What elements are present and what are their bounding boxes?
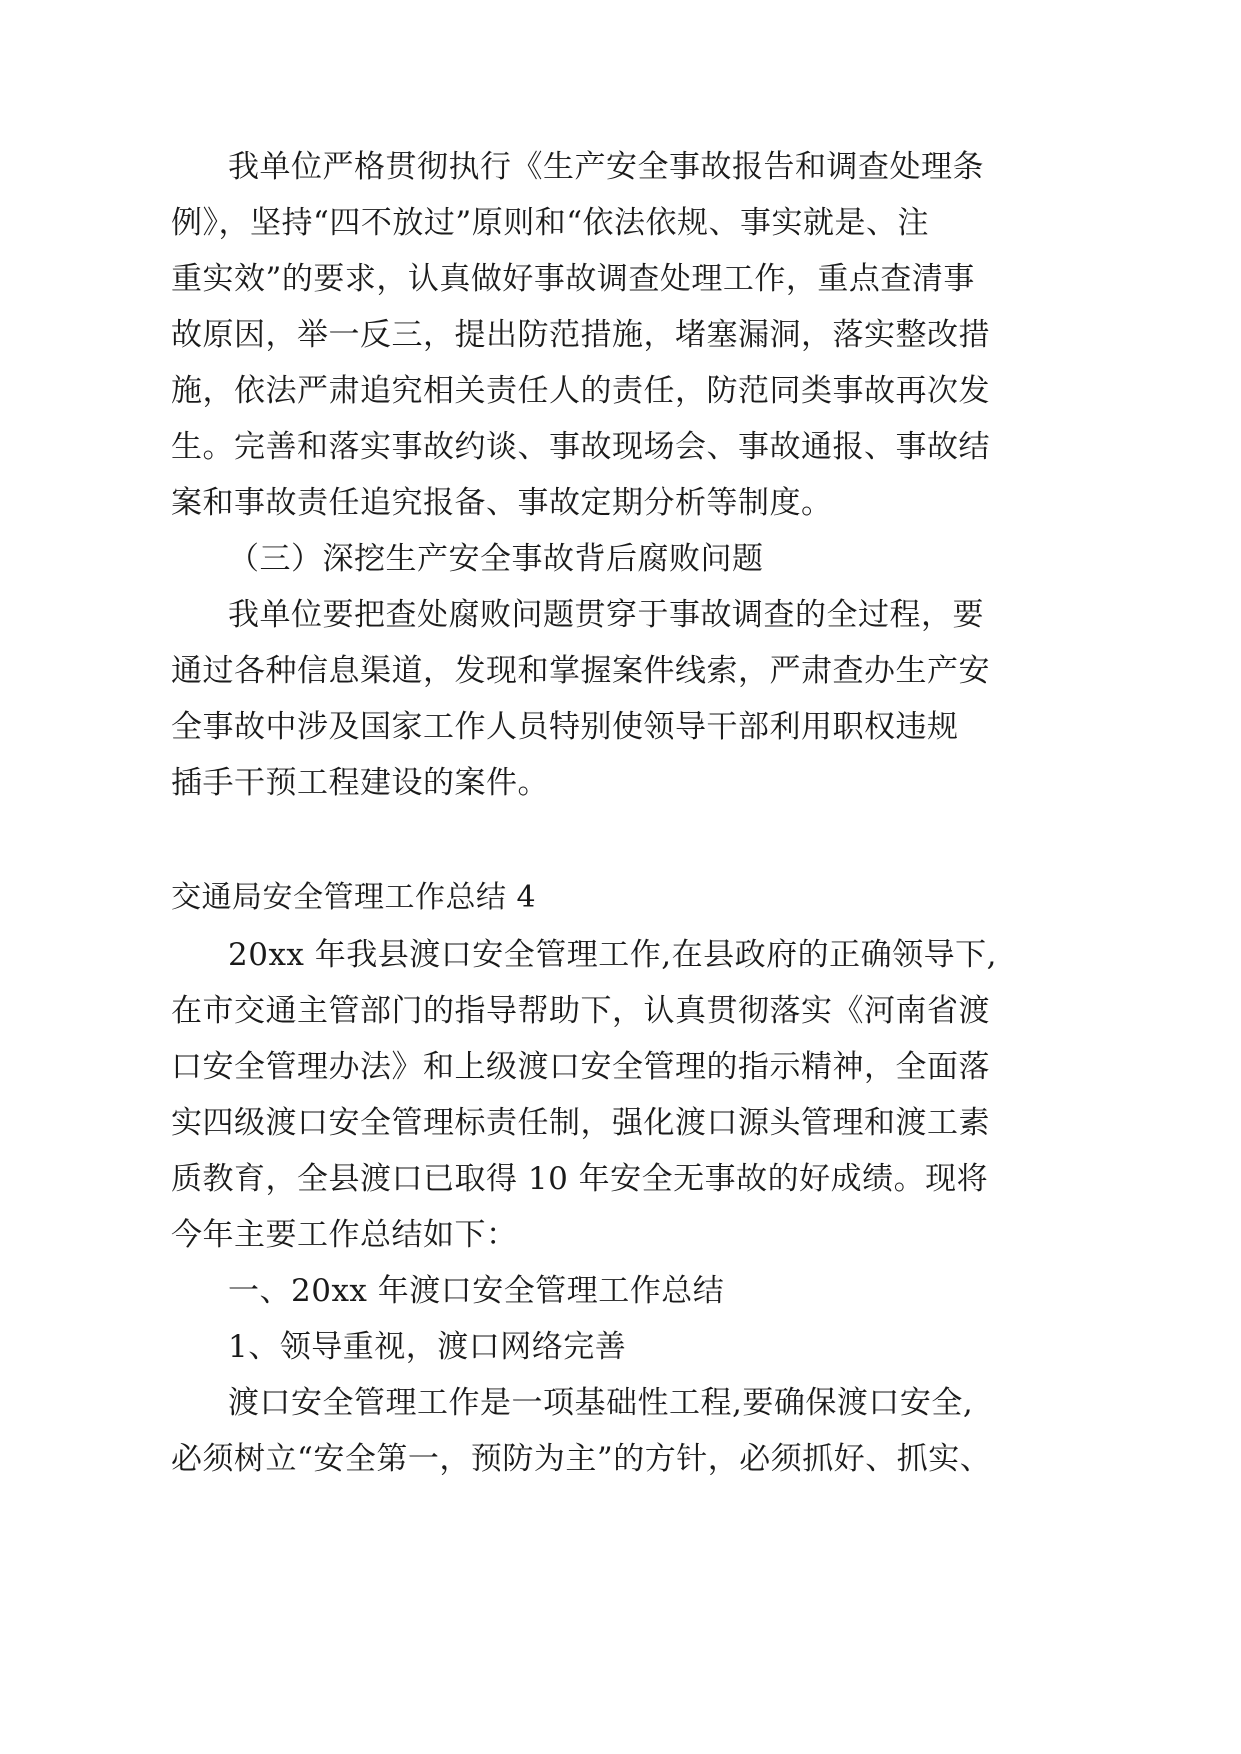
paragraph-1-line: 生。完善和落实事故约谈、事故现场会、事故通报、事故结 [171, 429, 990, 465]
heading-1: 一、20xx 年渡口安全管理工作总结 [228, 1273, 725, 1309]
paragraph-1-line: 例》，坚持“四不放过”原则和“依法依规、事实就是、注 [171, 205, 930, 241]
paragraph-2-line: 全事故中涉及国家工作人员特别使领导干部利用职权违规 [171, 709, 959, 745]
paragraph-3-line: 实四级渡口安全管理标责任制，强化渡口源头管理和渡工素 [171, 1105, 990, 1141]
paragraph-2-line: 通过各种信息渠道，发现和掌握案件线索，严肃查办生产安 [171, 653, 990, 689]
paragraph-1-line: 我单位严格贯彻执行《生产安全事故报告和调查处理条 [228, 149, 984, 185]
paragraph-3-line: 口安全管理办法》和上级渡口安全管理的指示精神，全面落 [171, 1049, 990, 1085]
paragraph-2-line: 我单位要把查处腐败问题贯穿于事故调查的全过程，要 [228, 597, 984, 633]
paragraph-3-line: 20xx 年我县渡口安全管理工作,在县政府的正确领导下, [228, 937, 997, 973]
paragraph-4-line: 渡口安全管理工作是一项基础性工程,要确保渡口安全, [228, 1385, 974, 1421]
paragraph-1-line: 施，依法严肃追究相关责任人的责任，防范同类事故再次发 [171, 373, 990, 409]
paragraph-3-line: 今年主要工作总结如下： [171, 1217, 518, 1253]
paragraph-1-line: 故原因，举一反三，提出防范措施，堵塞漏洞，落实整改措 [171, 317, 990, 353]
paragraph-3-line: 在市交通主管部门的指导帮助下，认真贯彻落实《河南省渡 [171, 993, 990, 1029]
section-title: 交通局安全管理工作总结 4 [171, 880, 537, 915]
paragraph-2-line: 插手干预工程建设的案件。 [171, 765, 549, 801]
subheading-3: （三）深挖生产安全事故背后腐败问题 [228, 541, 764, 577]
paragraph-4-line: 必须树立“安全第一，预防为主”的方针，必须抓好、抓实、 [171, 1441, 992, 1477]
subheading-1-1: 1、领导重视，渡口网络完善 [228, 1329, 627, 1365]
paragraph-1-line: 案和事故责任追究报备、事故定期分析等制度。 [171, 485, 833, 521]
paragraph-1-line: 重实效”的要求，认真做好事故调查处理工作，重点查清事 [171, 261, 975, 297]
paragraph-3-line: 质教育，全县渡口已取得 10 年安全无事故的好成绩。现将 [171, 1161, 989, 1197]
